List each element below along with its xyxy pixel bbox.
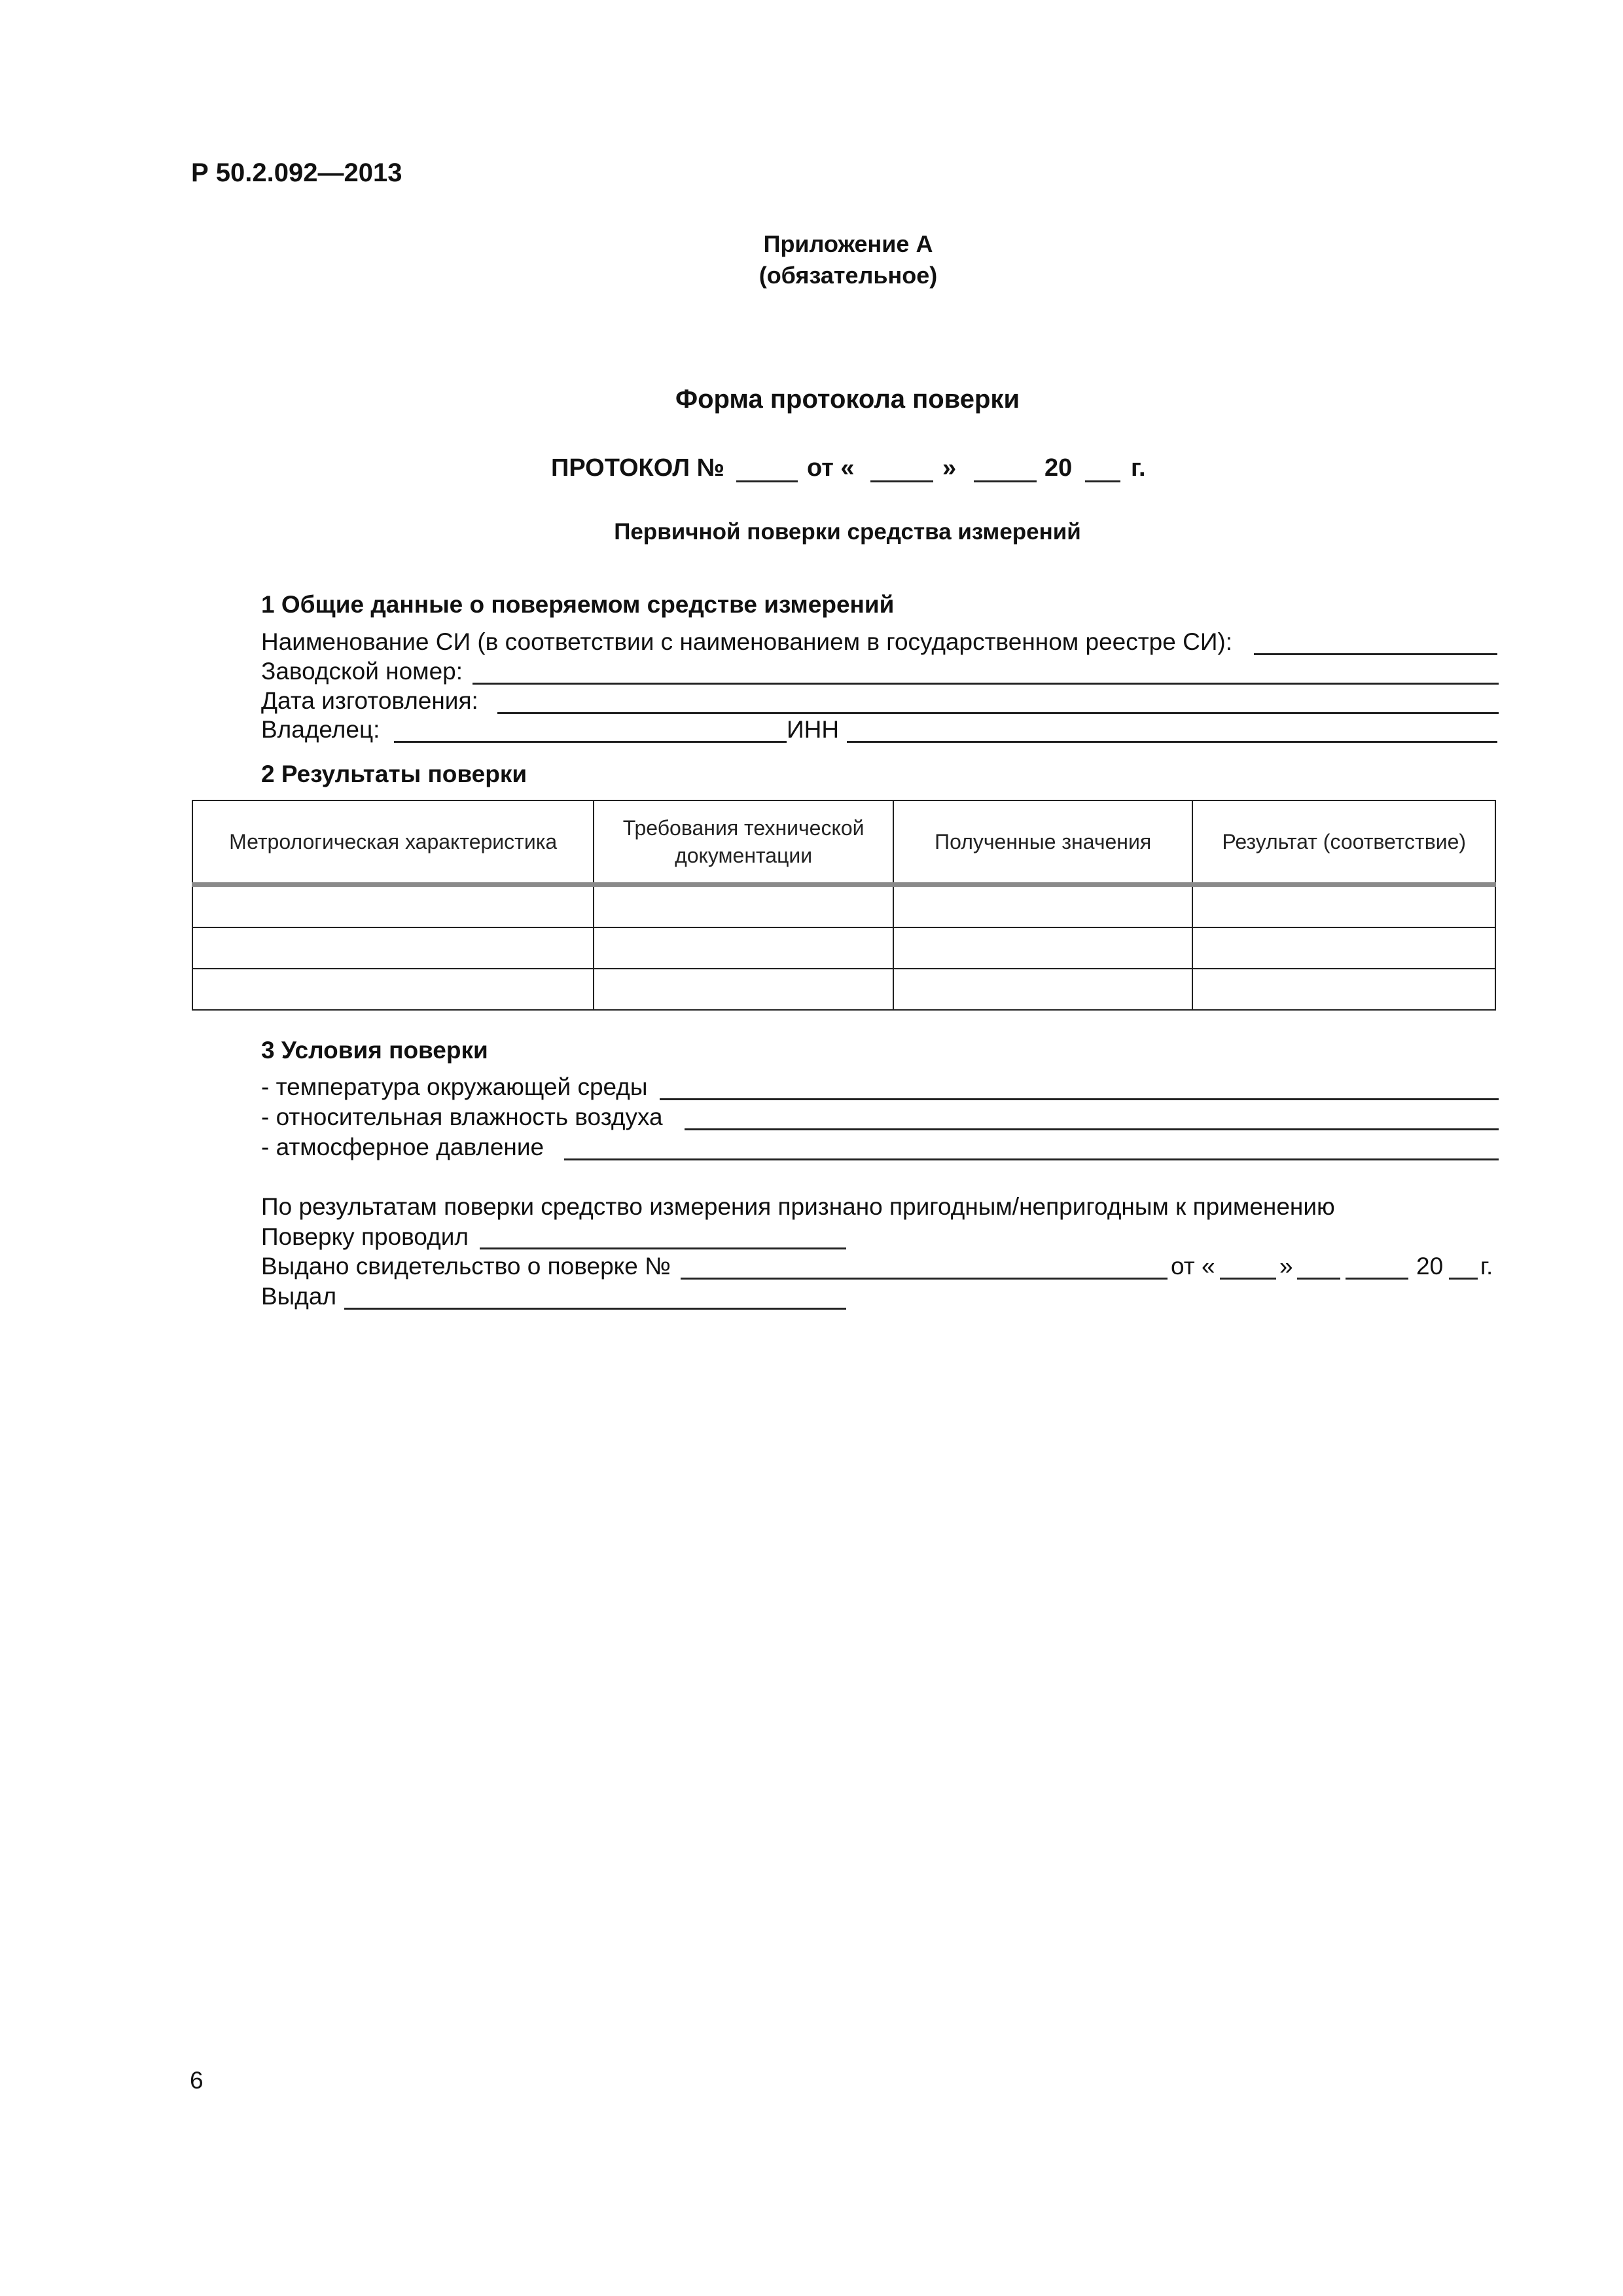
column-header: Метрологическая характеристика	[192, 800, 594, 885]
section1-heading: 1 Общие данные о поверяемом средстве измерений	[261, 591, 895, 618]
cert-from: от «	[1171, 1253, 1215, 1280]
page-number: 6	[190, 2067, 204, 2094]
column-header: Результат (соответствие)	[1192, 800, 1495, 885]
table-cell[interactable]	[1192, 969, 1495, 1010]
cert-close-quote: »	[1279, 1253, 1293, 1280]
table-cell[interactable]	[594, 885, 893, 928]
column-header: Полученные значения	[893, 800, 1193, 885]
pressure-field[interactable]	[564, 1158, 1499, 1160]
issued-label: Выдал	[261, 1283, 337, 1310]
temperature-label: - температура окружающей среды	[261, 1073, 648, 1100]
column-header: Требования технической документации	[594, 800, 893, 885]
table-cell[interactable]	[594, 969, 893, 1010]
form-title: Форма протокола поверки	[675, 385, 1020, 414]
verifier-field[interactable]	[480, 1247, 846, 1249]
protocol-from: от «	[807, 454, 855, 482]
issued-by-field[interactable]	[344, 1308, 846, 1310]
serial-field[interactable]	[473, 683, 1499, 685]
protocol-year-prefix: 20	[1044, 454, 1073, 482]
humidity-label: - относительная влажность воздуха	[261, 1103, 663, 1130]
pressure-label: - атмосферное давление	[261, 1134, 544, 1160]
cert-month-field-a[interactable]	[1297, 1278, 1340, 1280]
manufacture-date-field[interactable]	[497, 712, 1499, 714]
cert-month-field-b[interactable]	[1346, 1278, 1408, 1280]
table-cell[interactable]	[192, 885, 594, 928]
cert-year-suffix: г.	[1480, 1253, 1493, 1280]
table-cell[interactable]	[1192, 927, 1495, 969]
subtitle: Первичной поверки средства измерений	[614, 519, 1081, 545]
section2-heading: 2 Результаты поверки	[261, 761, 527, 787]
certificate-number-field[interactable]	[681, 1278, 1168, 1280]
protocol-number-field[interactable]	[736, 480, 798, 482]
result-statement: По результатам поверки средство измерения признано пригодным/непригодным к применению	[261, 1193, 1335, 1220]
appendix-note: (обязательное)	[758, 262, 938, 289]
humidity-field[interactable]	[685, 1128, 1499, 1130]
name-label: Наименование СИ (в соответствии с наименованием в государственном реестре СИ):	[261, 628, 1233, 655]
table-cell[interactable]	[1192, 885, 1495, 928]
table-cell[interactable]	[594, 927, 893, 969]
inn-field[interactable]	[847, 741, 1497, 743]
serial-label: Заводской номер:	[261, 658, 463, 685]
table-row	[192, 969, 1495, 1010]
date-label: Дата изготовления:	[261, 687, 478, 714]
table-cell[interactable]	[192, 927, 594, 969]
table-cell[interactable]	[893, 927, 1193, 969]
section3-heading: 3 Условия поверки	[261, 1037, 488, 1064]
protocol-year-field[interactable]	[1085, 480, 1120, 482]
protocol-day-field[interactable]	[870, 480, 933, 482]
owner-label: Владелец:	[261, 716, 380, 743]
inn-label: ИНН	[787, 716, 840, 743]
document-code: Р 50.2.092—2013	[191, 158, 402, 187]
verifier-label: Поверку проводил	[261, 1223, 469, 1250]
cert-year-field[interactable]	[1449, 1278, 1478, 1280]
protocol-year-suffix: г.	[1131, 454, 1146, 482]
appendix-title: Приложение А	[763, 230, 933, 257]
table-cell[interactable]	[893, 885, 1193, 928]
cert-day-field[interactable]	[1220, 1278, 1276, 1280]
cert-year-prefix: 20	[1416, 1253, 1444, 1280]
temperature-field[interactable]	[660, 1098, 1499, 1100]
table-header-row	[192, 800, 1495, 885]
table-cell[interactable]	[192, 969, 594, 1010]
name-field[interactable]	[1254, 653, 1497, 655]
results-table	[192, 800, 1496, 1011]
table-row	[192, 927, 1495, 969]
owner-field[interactable]	[394, 741, 787, 743]
protocol-prefix: ПРОТОКОЛ №	[551, 454, 724, 482]
table-row	[192, 885, 1495, 928]
protocol-month-field[interactable]	[974, 480, 1037, 482]
protocol-close-quote: »	[942, 454, 957, 482]
table-cell[interactable]	[893, 969, 1193, 1010]
certificate-label: Выдано свидетельство о поверке №	[261, 1253, 671, 1280]
